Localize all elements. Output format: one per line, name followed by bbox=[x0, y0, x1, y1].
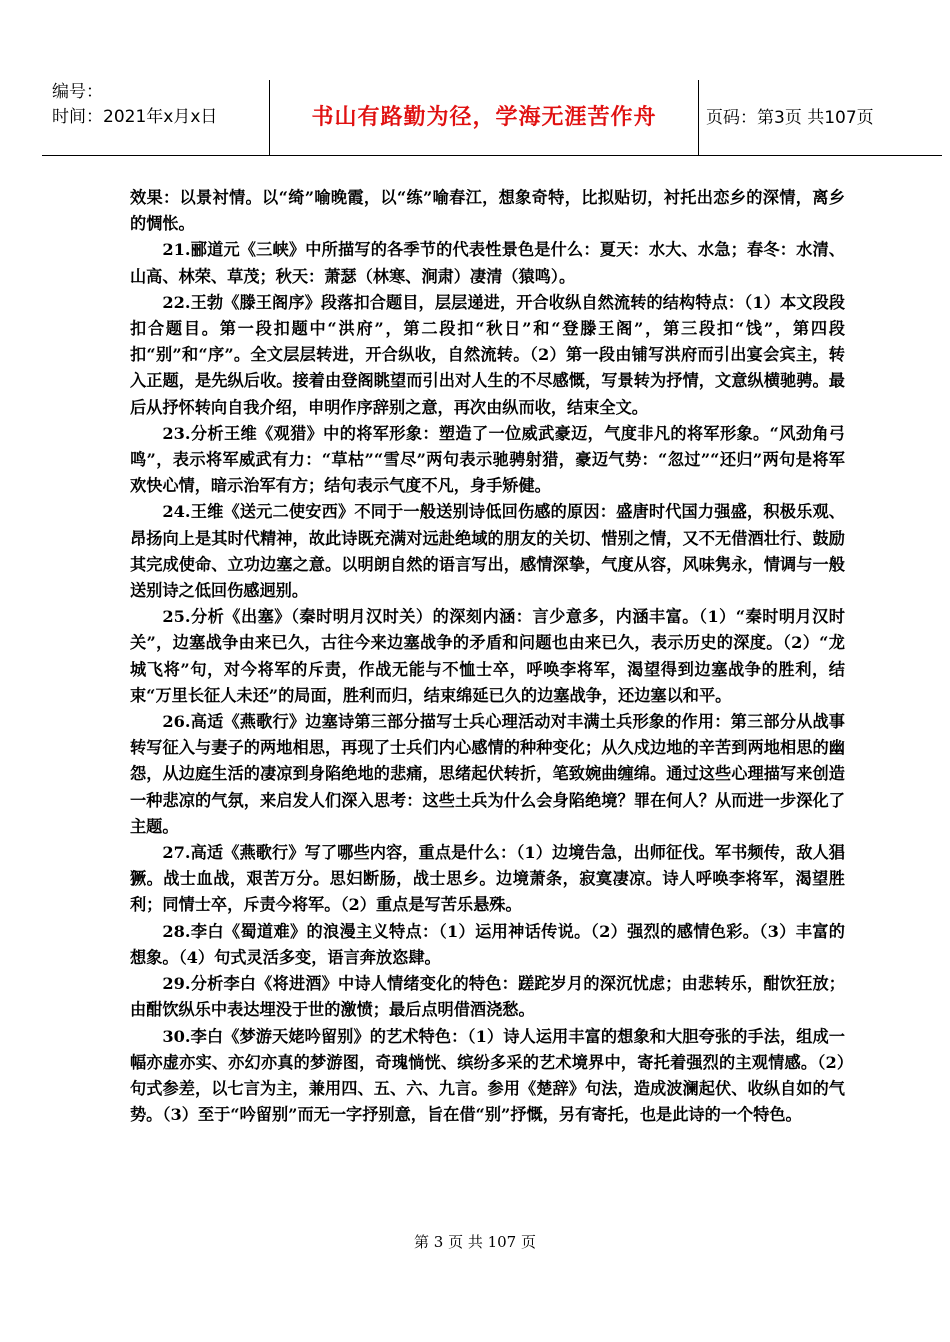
header-motto: 书山有路勤为径，学海无涯苦作舟 bbox=[311, 105, 657, 130]
paragraph: 29.分析李白《将进酒》中诗人情绪变化的特色：蹉跎岁月的深沉忧虑；由悲转乐，酣饮狂放；由酣饮纵乐中表达埋没于世的激愤；最后点明借酒浇愁。 bbox=[130, 974, 845, 1020]
header-meta bbox=[52, 80, 217, 130]
header-rule bbox=[42, 155, 942, 156]
header-page-info: 页码：第3页 共107页 bbox=[706, 108, 874, 128]
paragraph: 23.分析王维《观猎》中的将军形象：塑造了一位威武豪迈，气度非凡的将军形象。“风劲角弓鸣”，表示将军威武有力：“草枯”“雪尽”两句表示驰骋射猎，豪迈气势：“忽过”“还归”两句是将军欢快心情，暗示治军有方；结句表示气度不凡，身手矫健。 bbox=[130, 423, 845, 496]
paragraph: 28.李白《蜀道难》的浪漫主义特点：（1）运用神话传说。（2）强烈的感情色彩。（3）丰富的想象。（4）句式灵活多变，语言奔放恣肆。 bbox=[130, 921, 845, 967]
paragraph: 24.王维《送元二使安西》不同于一般送别诗低回伤感的原因：盛唐时代国力强盛，积极乐观、昂扬向上是其时代精神，故此诗既充满对远赴绝域的朋友的关切、惜别之情，又不无借酒壮行、鼓励其完成使命、立功边塞之意。以明朗自然的语言写出，感情深挚，气度从容，风味隽永，情调与一般送别诗之低回伤感迥别。 bbox=[130, 502, 845, 601]
paragraph: 27.高适《燕歌行》写了哪些内容，重点是什么：（1）边境告急，出师征伐。军书频传，敌人猖獗。战士血战，艰苦万分。思妇断肠，战士思乡。边境萧条，寂寞凄凉。诗人呼唤李将军，渴望胜利；同情士卒，斥责今将军。（2）重点是写苦乐悬殊。 bbox=[130, 843, 845, 915]
header-divider-right bbox=[698, 80, 699, 156]
document-body bbox=[130, 185, 845, 1128]
time-label: 时间：2021年x月x日 bbox=[52, 107, 218, 127]
paragraph: 22.王勃《滕王阁序》段落扣合题目，层层递进，开合收纵自然流转的结构特点：（1）本文段段扣合题目。第一段扣题中“洪府”，第二段扣“秋日”和“登滕王阁”，第三段扣“饯”，第四段扣“别”和“序”。全文层层转进，开合纵收，自然流转。（2）第一段由铺写洪府而引出宴会宾主，转入正题，是先纵后收。接着由登阁眺望而引出对人生的不尽感慨，写景转为抒情，文意纵横驰骋。最后从抒怀转向自我介绍，申明作序辞别之意，再次由纵而收，结束全文。 bbox=[130, 292, 845, 417]
paragraph: 效果：以景衬情。以“绮”喻晚霞，以“练”喻春江，想象奇特，比拟贴切，衬托出恋乡的深情，离乡的惆怅。 bbox=[130, 188, 845, 234]
paragraph: 21.郦道元《三峡》中所描写的各季节的代表性景色是什么：夏天：水大、水急；春冬：水清、山高、林荣、草茂；秋天：萧瑟（林寒、涧肃）凄清（猿鸣）。 bbox=[130, 240, 845, 286]
paragraph: 30.李白《梦游天姥吟留别》的艺术特色：（1）诗人运用丰富的想象和大胆夸张的手法，组成一幅亦虚亦实、亦幻亦真的梦游图，奇瑰惝恍、缤纷多采的艺术境界中，寄托着强烈的主观情感。（2）句式参差，以七言为主，兼用四、五、六、九言。参用《楚辞》句法，造成波澜起伏、收纵自如的气势。（3）至于“吟留别”而无一字抒别意，旨在借“别”抒慨，另有寄托，也是此诗的一个特色。 bbox=[130, 1026, 845, 1125]
serial-label: 编号： bbox=[52, 82, 103, 102]
page-header bbox=[0, 0, 950, 158]
page-footer: 第 3 页 共 107 页 bbox=[413, 1233, 536, 1251]
paragraph: 25.分析《出塞》（秦时明月汉时关）的深刻内涵：言少意多，内涵丰富。（1）“秦时明月汉时关”，边塞战争由来已久，古往今来边塞战争的矛盾和问题也由来已久，表示历史的深度。（2）“龙城飞将”句，对今将军的斥责，作战无能与不恤士卒，呼唤李将军，渴望得到边塞战争的胜利，结束“万里长征人未还”的局面，胜利而归，结束绵延已久的边塞战争，还边塞以和平。 bbox=[130, 607, 845, 705]
paragraph: 26.高适《燕歌行》边塞诗第三部分描写士兵心理活动对丰满土兵形象的作用：第三部分从战事转写征入与妻子的两地相思，再现了士兵们内心感情的种种变化；从久戍边地的辛苦到两地相思的幽怨，从边庭生活的凄凉到身陷绝地的悲痛，思绪起伏转折，笔致婉曲缠绵。通过这些心理描写来创造一种悲凉的气氛，来启发人们深入思考：这些土兵为什么会身陷绝境？罪在何人？从而进一步深化了主题。 bbox=[130, 712, 845, 836]
